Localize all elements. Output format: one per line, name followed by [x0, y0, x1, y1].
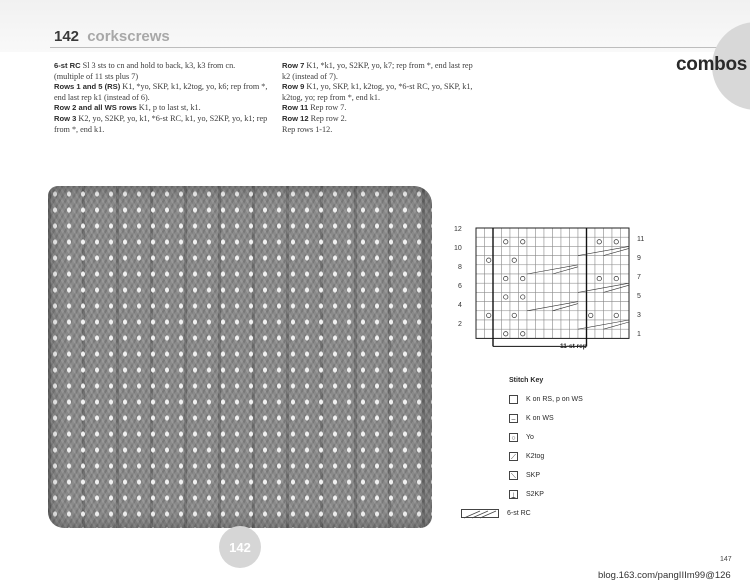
- chart-cell: [604, 274, 613, 283]
- chart-cell: [561, 246, 570, 255]
- chart-cell: [578, 228, 587, 237]
- chart-cell: [476, 311, 485, 320]
- chart-cell: [476, 265, 485, 274]
- chart-cell: [587, 329, 596, 338]
- chart-cell: [595, 329, 604, 338]
- chart-cell: [570, 274, 579, 283]
- chart-cell: [553, 292, 562, 301]
- chart-cell: [587, 302, 596, 311]
- key-item-knit: K on RS, p on WS: [509, 390, 583, 409]
- chart-cell: [553, 320, 562, 329]
- row-label-left: 4: [458, 302, 462, 309]
- instruction-line: Row 12 Rep row 2.: [282, 113, 347, 123]
- row-label-right: 3: [637, 312, 641, 319]
- dash-symbol-icon: –: [509, 414, 518, 423]
- chart-cell: [476, 292, 485, 301]
- row-label-left: 12: [454, 226, 462, 233]
- chart-cell: [612, 311, 621, 320]
- chart-cell: [544, 311, 553, 320]
- chart-cell: [604, 228, 613, 237]
- pattern-name: corkscrews: [87, 28, 170, 45]
- page-circle: 142: [219, 526, 261, 568]
- chart-cell: [570, 311, 579, 320]
- stitch-key: [509, 377, 583, 523]
- chart-cell: [502, 246, 511, 255]
- chart-cell: [621, 237, 630, 246]
- chart-cell: [570, 256, 579, 265]
- chart-cell: [476, 302, 485, 311]
- instructions-column-2: [282, 61, 482, 135]
- chart-cell: [485, 292, 494, 301]
- chart-cell: [485, 274, 494, 283]
- row-label-right: 5: [637, 293, 641, 300]
- chart-cell: [476, 228, 485, 237]
- chart-cell: [485, 283, 494, 292]
- chart-cell: [621, 302, 630, 311]
- chart-cell: [519, 274, 528, 283]
- chart-cell: [612, 329, 621, 338]
- instruction-line: Rep rows 1-12.: [282, 124, 333, 134]
- chart-cell: [578, 274, 587, 283]
- chart-cell: [510, 329, 519, 338]
- chart-cell: [502, 292, 511, 301]
- chart-cell: [536, 311, 545, 320]
- chart-cell: [612, 292, 621, 301]
- chart-cell: [493, 228, 502, 237]
- chart-cell: [595, 292, 604, 301]
- chart-cell: [527, 274, 536, 283]
- chart-cell: [476, 256, 485, 265]
- key-item-yo: ○ Yo: [509, 428, 583, 447]
- chart-cell: [476, 320, 485, 329]
- header-rule: [50, 47, 720, 48]
- chart-cell: [536, 320, 545, 329]
- chart-cell: [561, 228, 570, 237]
- chart-cell: [553, 274, 562, 283]
- chart-cell: [519, 329, 528, 338]
- chart-cell: [604, 329, 613, 338]
- chart-cell: [570, 320, 579, 329]
- key-item-k-on-ws: – K on WS: [509, 409, 583, 428]
- chart-cell: [604, 292, 613, 301]
- chart-cell: [612, 265, 621, 274]
- chart-cell: [595, 302, 604, 311]
- chart-cell: [476, 237, 485, 246]
- knitting-chart: [454, 226, 652, 356]
- chart-cell: [621, 311, 630, 320]
- chart-cell: [553, 246, 562, 255]
- chart-cell: [578, 237, 587, 246]
- chart-cell: [476, 246, 485, 255]
- chart-cell: [595, 237, 604, 246]
- chart-cell: [570, 228, 579, 237]
- chart-cell: [587, 228, 596, 237]
- cable-symbol-icon: [461, 509, 499, 518]
- chart-cell: [604, 302, 613, 311]
- pattern-number: 142: [54, 28, 80, 45]
- chart-cell: [544, 283, 553, 292]
- chart-grid: [472, 226, 652, 351]
- chart-cell: [544, 329, 553, 338]
- chart-cell: [621, 274, 630, 283]
- chart-cell: [544, 320, 553, 329]
- instruction-line: Rows 1 and 5 (RS) K1, *yo, SKP, k1, k2tog, yo, k6; rep from *, end last rep k1 (instead of 6).: [54, 82, 268, 102]
- chart-cell: [510, 228, 519, 237]
- watermark: blog.163.com/pangIIIm99@126: [598, 570, 731, 581]
- chart-cell: [553, 228, 562, 237]
- chart-cell: [502, 302, 511, 311]
- instruction-line: Row 11 Rep row 7.: [282, 103, 347, 113]
- chart-cell: [570, 283, 579, 292]
- chart-cell: [578, 256, 587, 265]
- chart-cell: [587, 320, 596, 329]
- chart-cell: [587, 274, 596, 283]
- chart-cell: [561, 311, 570, 320]
- chart-cell: [519, 228, 528, 237]
- chart-cell: [519, 246, 528, 255]
- chart-cell: [510, 302, 519, 311]
- chart-cell: [621, 329, 630, 338]
- chart-cell: [519, 256, 528, 265]
- chart-cell: [570, 329, 579, 338]
- chart-cell: [519, 237, 528, 246]
- repeat-label: 11-st rep: [560, 343, 587, 350]
- key-item-skp: ⟍ SKP: [509, 466, 583, 485]
- chart-cell: [587, 311, 596, 320]
- chart-cell: [502, 265, 511, 274]
- chart-cell: [485, 265, 494, 274]
- row-label-right: 11: [637, 236, 645, 243]
- chart-cell: [595, 256, 604, 265]
- chart-cell: [536, 292, 545, 301]
- instruction-line: Row 9 K1, yo, SKP, k1, k2tog, yo, *6-st RC, yo, SKP, k1, k2tog, yo; rep from *, end k1.: [282, 82, 473, 102]
- key-item-k2tog: ⟋ K2tog: [509, 447, 583, 466]
- chart-cell: [561, 256, 570, 265]
- chart-cell: [536, 329, 545, 338]
- chart-cell: [544, 274, 553, 283]
- chart-cell: [595, 228, 604, 237]
- instruction-line: Row 3 K2, yo, S2KP, yo, k1, *6-st RC, k1, yo, S2KP, yo, k1; rep from *, end k1.: [54, 113, 268, 134]
- chart-cell: [502, 228, 511, 237]
- chart-cell: [485, 228, 494, 237]
- circle-symbol-icon: ○: [509, 433, 518, 442]
- chart-cell: [502, 320, 511, 329]
- key-item-s2kp: ⍊ S2KP: [509, 485, 583, 504]
- chart-cell: [493, 274, 502, 283]
- chart-cell: [502, 311, 511, 320]
- stitch-key-title: Stitch Key: [509, 377, 544, 384]
- chart-cell: [544, 237, 553, 246]
- chart-cell: [570, 237, 579, 246]
- chart-cell: [612, 274, 621, 283]
- chart-cell: [519, 320, 528, 329]
- knit-symbol-icon: [509, 395, 518, 404]
- chart-cell: [587, 265, 596, 274]
- section-tab-label: combos: [676, 54, 748, 75]
- chart-cell: [544, 228, 553, 237]
- chart-cell: [510, 283, 519, 292]
- chart-cell: [485, 320, 494, 329]
- chart-cell: [587, 237, 596, 246]
- chart-cell: [510, 274, 519, 283]
- chart-cell: [476, 329, 485, 338]
- chart-cell: [519, 265, 528, 274]
- row-label-left: 6: [458, 283, 462, 290]
- chart-cell: [621, 292, 630, 301]
- skp-symbol-icon: ⟍: [509, 471, 518, 480]
- s2kp-symbol-icon: ⍊: [509, 490, 518, 499]
- chart-cell: [621, 265, 630, 274]
- chart-cell: [578, 302, 587, 311]
- chart-cell: [587, 246, 596, 255]
- chart-cell: [553, 237, 562, 246]
- chart-cell: [604, 265, 613, 274]
- chart-cell: [544, 246, 553, 255]
- chart-cell: [485, 311, 494, 320]
- chart-cell: [587, 283, 596, 292]
- chart-cell: [502, 256, 511, 265]
- chart-cell: [553, 256, 562, 265]
- chart-cell: [536, 246, 545, 255]
- chart-cell: [527, 283, 536, 292]
- chart-cell: [553, 283, 562, 292]
- chart-cell: [519, 311, 528, 320]
- chart-cell: [536, 302, 545, 311]
- chart-cell: [553, 311, 562, 320]
- chart-cell: [587, 292, 596, 301]
- chart-cell: [561, 292, 570, 301]
- instruction-line: Row 2 and all WS rows K1, p to last st, k1.: [54, 103, 201, 113]
- chart-cell: [587, 256, 596, 265]
- chart-cell: [493, 311, 502, 320]
- chart-cell: [510, 256, 519, 265]
- row-label-right: 1: [637, 331, 641, 338]
- chart-cell: [536, 237, 545, 246]
- chart-cell: [519, 302, 528, 311]
- chart-cell: [510, 311, 519, 320]
- chart-cell: [485, 329, 494, 338]
- chart-cell: [502, 237, 511, 246]
- chart-cell: [604, 256, 613, 265]
- row-label-right: 7: [637, 274, 641, 281]
- chart-cell: [527, 237, 536, 246]
- chart-cell: [493, 292, 502, 301]
- chart-cell: [536, 283, 545, 292]
- chart-cell: [570, 246, 579, 255]
- row-label-left: 10: [454, 245, 462, 252]
- instruction-line: (multiple of 11 sts plus 7): [54, 71, 139, 81]
- chart-cell: [553, 329, 562, 338]
- chart-cell: [621, 256, 630, 265]
- chart-cell: [578, 311, 587, 320]
- chart-cell: [578, 329, 587, 338]
- row-label-right: 9: [637, 255, 641, 262]
- chart-cell: [519, 292, 528, 301]
- chart-cell: [561, 329, 570, 338]
- chart-cell: [621, 228, 630, 237]
- row-label-left: 8: [458, 264, 462, 271]
- chart-cell: [493, 329, 502, 338]
- chart-cell: [561, 274, 570, 283]
- chart-cell: [519, 283, 528, 292]
- chart-cell: [595, 265, 604, 274]
- chart-cell: [612, 256, 621, 265]
- instruction-line: Row 7 K1, *k1, yo, S2KP, yo, k7; rep from *, end last rep k2 (instead of 7).: [282, 61, 473, 81]
- chart-cell: [527, 320, 536, 329]
- chart-cell: [544, 256, 553, 265]
- chart-cell: [612, 228, 621, 237]
- row-label-left: 2: [458, 321, 462, 328]
- page-title: [54, 28, 170, 45]
- chart-cell: [595, 311, 604, 320]
- chart-cell: [612, 237, 621, 246]
- chart-cell: [493, 256, 502, 265]
- chart-cell: [493, 302, 502, 311]
- chart-cell: [595, 274, 604, 283]
- chart-cell: [510, 292, 519, 301]
- chart-cell: [527, 228, 536, 237]
- chart-cell: [493, 246, 502, 255]
- chart-cell: [493, 320, 502, 329]
- key-item-cable: 6-st RC: [509, 504, 583, 523]
- chart-cell: [612, 302, 621, 311]
- chart-cell: [485, 246, 494, 255]
- chart-cell: [604, 311, 613, 320]
- chart-cell: [485, 237, 494, 246]
- chart-cell: [493, 237, 502, 246]
- chart-cell: [510, 237, 519, 246]
- k2tog-symbol-icon: ⟋: [509, 452, 518, 461]
- chart-cell: [502, 283, 511, 292]
- chart-cell: [536, 265, 545, 274]
- chart-cell: [561, 283, 570, 292]
- chart-cell: [527, 329, 536, 338]
- chart-cell: [561, 237, 570, 246]
- instruction-line: 6-st RC Sl 3 sts to cn and hold to back, k3, k3 from cn.: [54, 61, 236, 70]
- chart-cell: [527, 256, 536, 265]
- page-number: 147: [720, 556, 732, 563]
- chart-cell: [578, 292, 587, 301]
- chart-cell: [485, 256, 494, 265]
- chart-cell: [510, 320, 519, 329]
- chart-cell: [536, 256, 545, 265]
- chart-cell: [544, 292, 553, 301]
- chart-cell: [502, 274, 511, 283]
- chart-cell: [476, 283, 485, 292]
- chart-cell: [604, 237, 613, 246]
- chart-cell: [510, 246, 519, 255]
- chart-cell: [527, 311, 536, 320]
- chart-cell: [527, 292, 536, 301]
- chart-cell: [485, 302, 494, 311]
- chart-cell: [561, 320, 570, 329]
- chart-cell: [502, 329, 511, 338]
- knit-swatch-photo: [48, 186, 432, 528]
- chart-cell: [510, 265, 519, 274]
- chart-cell: [476, 274, 485, 283]
- chart-cell: [570, 292, 579, 301]
- chart-cell: [536, 228, 545, 237]
- instructions-column-1: [54, 61, 269, 135]
- chart-cell: [527, 246, 536, 255]
- chart-cell: [536, 274, 545, 283]
- chart-cell: [578, 265, 587, 274]
- chart-cell: [493, 283, 502, 292]
- chart-cell: [493, 265, 502, 274]
